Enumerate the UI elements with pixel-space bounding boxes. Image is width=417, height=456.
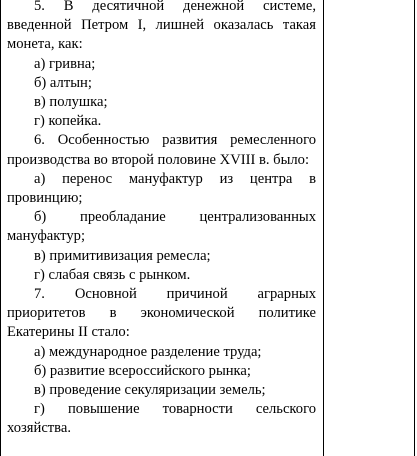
questions-text-block	[7, 0, 316, 439]
question-7-option-d: г) повышение товарности сельского хозяйства.	[7, 401, 316, 437]
question-6-option-a: а) перенос мануфактур из центра в провинцию;	[7, 170, 316, 207]
question-5-option-c: в) полушка;	[34, 94, 108, 111]
question-7-option-c: в) проведение секуляризации земель;	[34, 382, 266, 399]
question-7: 7. Основной причиной аграрных приоритетов в экономической политике Екатерины II стало:	[7, 286, 316, 341]
question-5-option-d: г) копейка.	[34, 113, 102, 130]
column-divider	[323, 0, 324, 456]
question-6-option-b: б) преобладание централизованных мануфактур;	[7, 209, 316, 245]
question-6-option-d: г) слабая связь с рынком.	[34, 266, 191, 283]
question-5-option-b: б) алтын;	[34, 74, 92, 91]
question-5-option-a: а) гривна;	[34, 55, 96, 72]
question-6: 6. Особенностью развития ремесленного производства во второй половине XVIII в. было:	[7, 132, 316, 168]
question-5: 5. В десятичной денежной системе, введенной Петром I, лишней оказалась такая монета, как:	[7, 0, 316, 53]
question-7-option-a: а) международное разделение труда;	[34, 343, 262, 360]
question-7-option-b: б) развитие всероссийского рынка;	[34, 362, 251, 379]
question-6-option-c: в) примитивизация ремесла;	[34, 247, 211, 264]
